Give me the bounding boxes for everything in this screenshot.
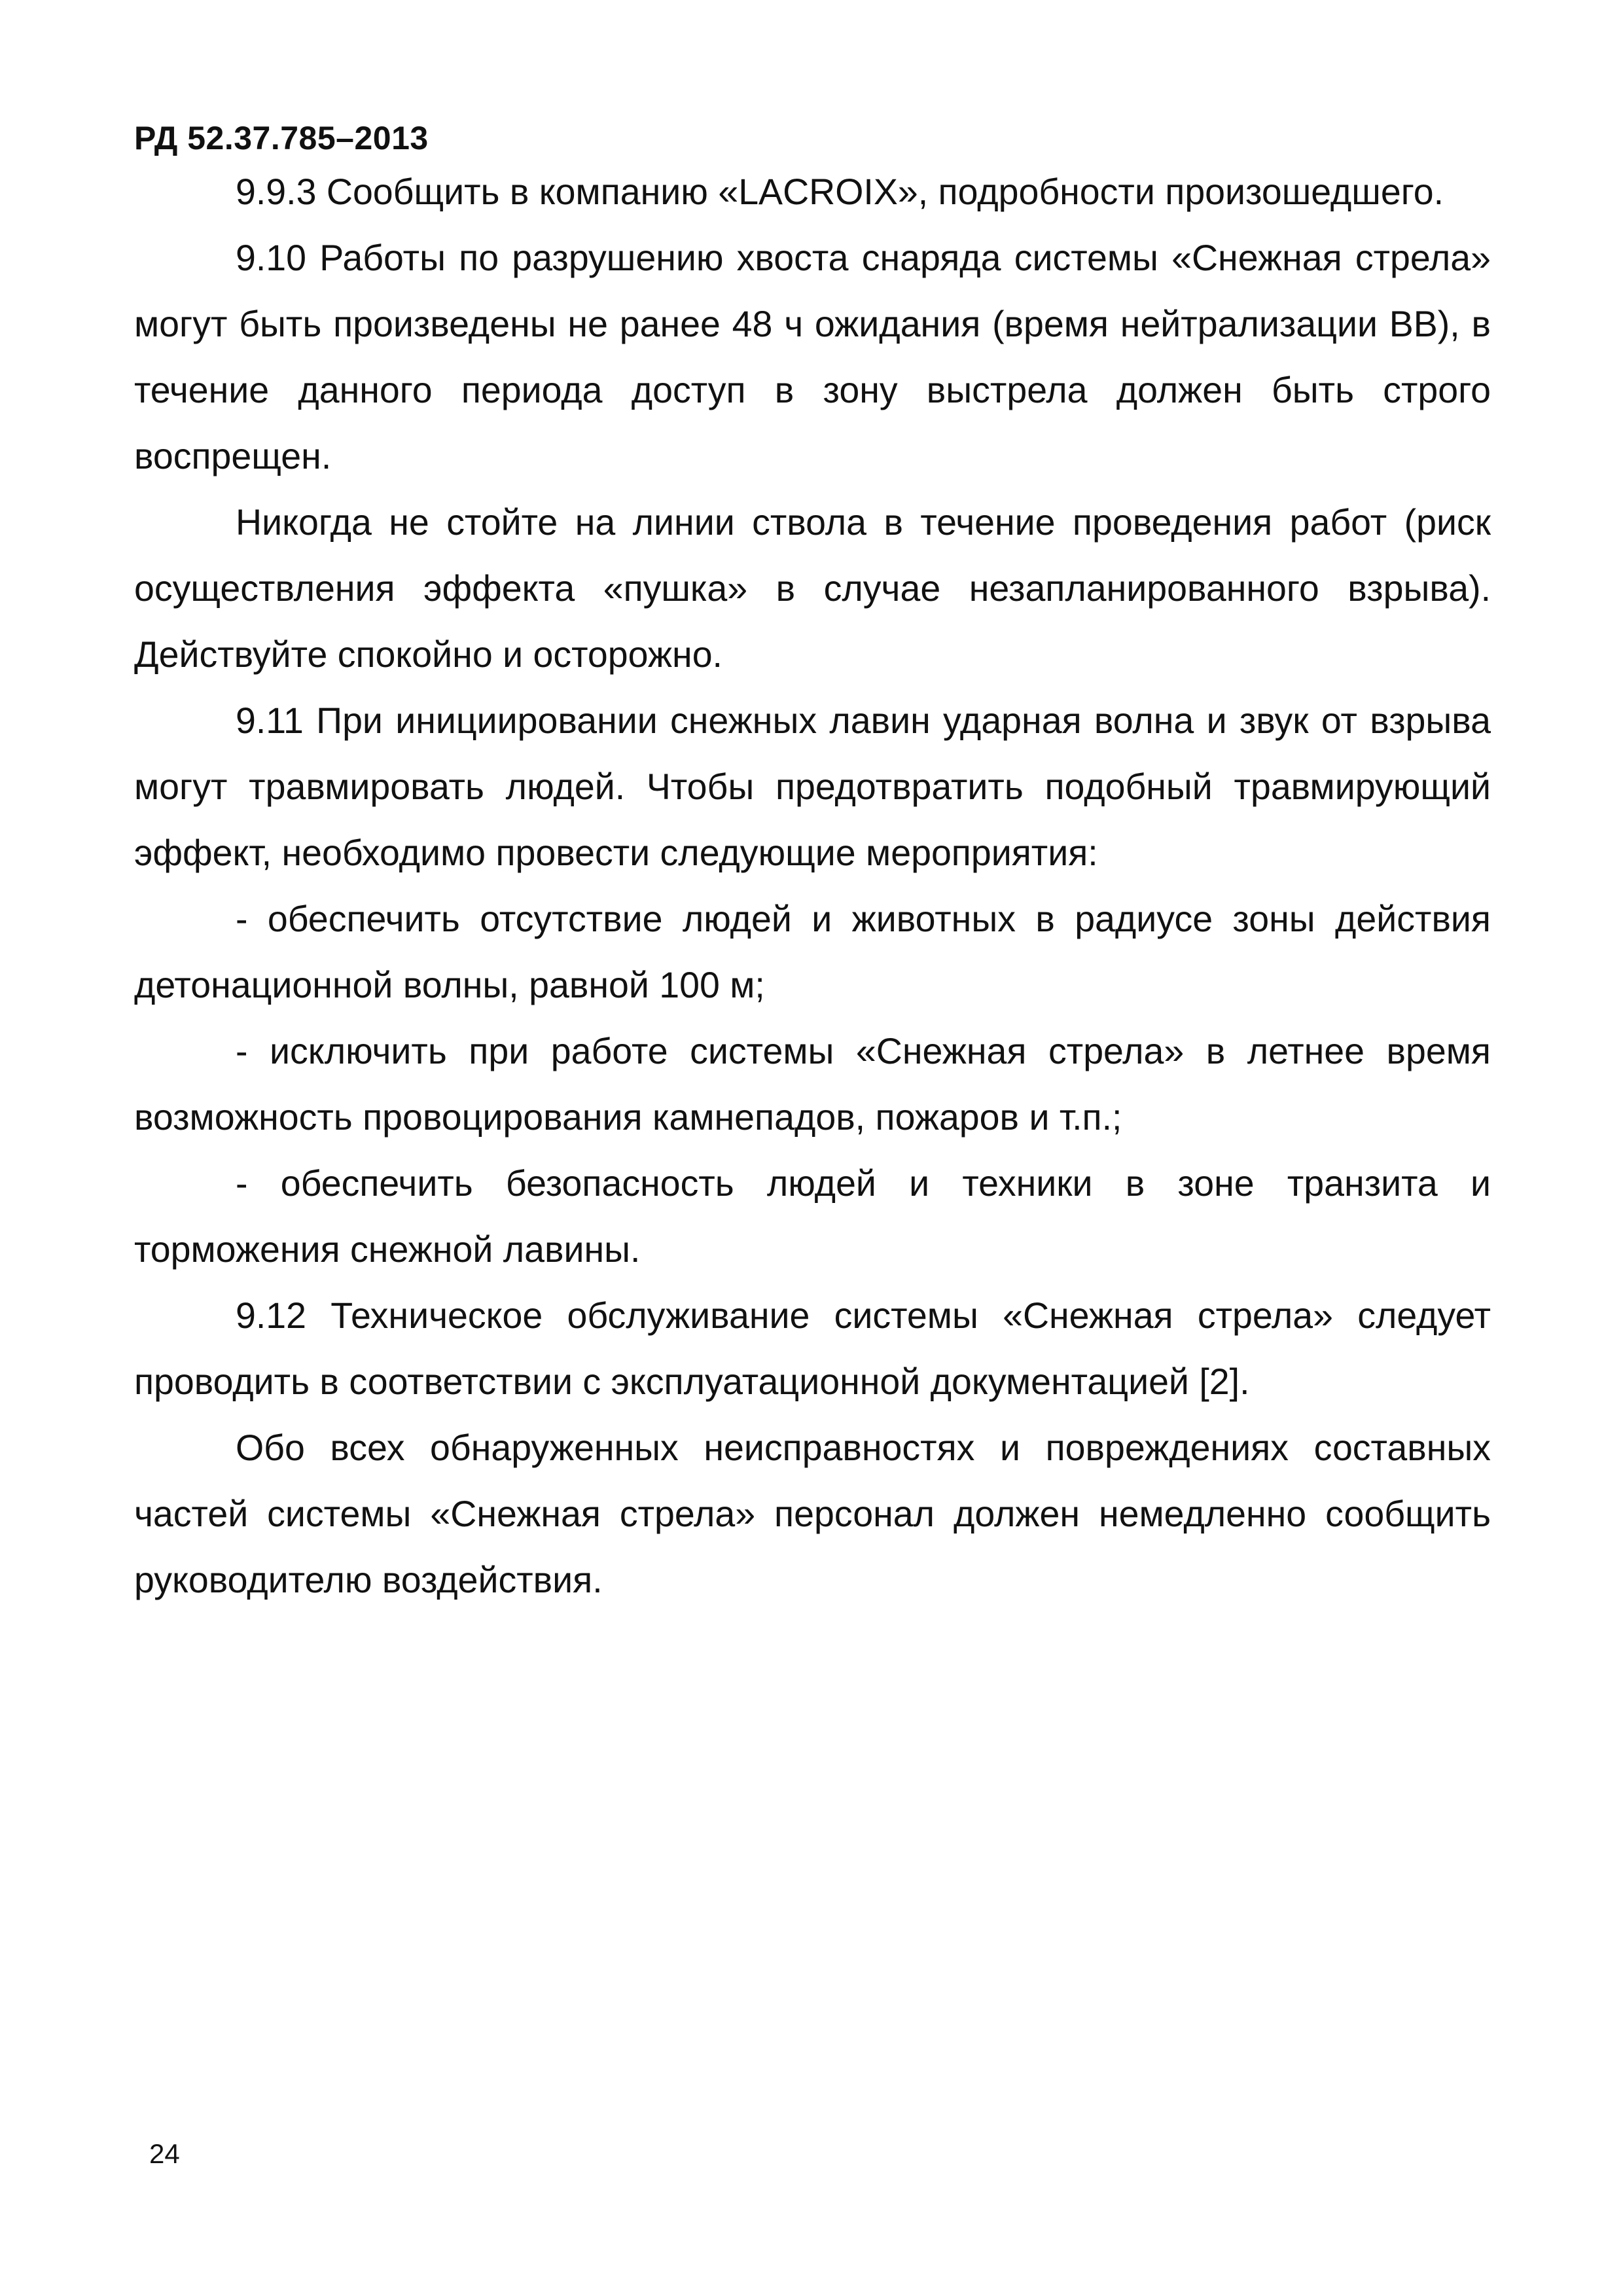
page-number: 24 — [149, 2138, 180, 2169]
paragraph-barrel-warning: Никогда не стойте на линии ствола в течение проведения работ (риск осуществления эффекта «пушка» в случае незапланированного взрыва). Действуйте спокойно и осторожно. — [134, 502, 1491, 675]
paragraph-9-11: 9.11 При инициировании снежных лавин ударная волна и звук от взрыва могут травмировать людей. Чтобы предотвратить подобный травмирующий эффект, необходимо провести следующие мероприятия: — [134, 700, 1491, 873]
list-item-transit-safety: - обеспечить безопасность людей и техники в зоне транзита и торможения снежной лавины. — [134, 1163, 1491, 1270]
document-body — [134, 159, 1491, 1613]
list-item-no-people: - обеспечить отсутствие людей и животных в радиусе зоны действия детонационной волны, равной 100 м; — [134, 899, 1491, 1005]
paragraph-9-9-3: 9.9.3 Сообщить в компанию «LACROIX», подробности произошедшего. — [236, 171, 1444, 212]
list-item-summer-hazards: - исключить при работе системы «Снежная стрела» в летнее время возможность провоцирования камнепадов, пожаров и т.п.; — [134, 1031, 1491, 1138]
paragraph-9-10: 9.10 Работы по разрушению хвоста снаряда системы «Снежная стрела» могут быть произведены не ранее 48 ч ожидания (время нейтрализации ВВ), в течение данного периода доступ в зону выстрела должен быть строго воспрещен. — [134, 238, 1491, 476]
paragraph-9-12: 9.12 Техническое обслуживание системы «Снежная стрела» следует проводить в соответствии с эксплуатационной документацией [2]. — [134, 1295, 1491, 1402]
paragraph-defects-report: Обо всех обнаруженных неисправностях и повреждениях составных частей системы «Снежная стрела» персонал должен немедленно сообщить руководителю воздействия. — [134, 1427, 1491, 1600]
document-code-header: РД 52.37.785–2013 — [134, 120, 429, 156]
